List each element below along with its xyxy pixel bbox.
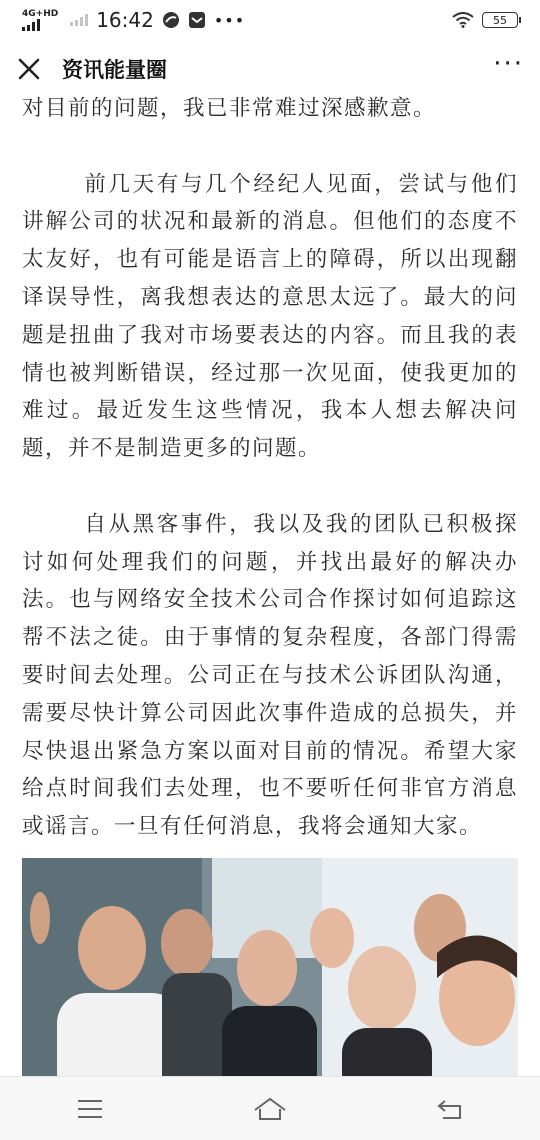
- more-options-button[interactable]: [493, 51, 524, 87]
- page-title: 资讯能量圈: [62, 58, 167, 82]
- article-photo: [22, 858, 518, 1076]
- back-button[interactable]: [420, 1087, 480, 1131]
- group-photo-image: [22, 858, 518, 1076]
- wifi-icon: [452, 12, 474, 28]
- system-nav-bar: [0, 1076, 540, 1140]
- status-time: 16:42: [96, 8, 154, 32]
- status-bar: [0, 0, 540, 40]
- more-notifications-icon: •••: [213, 11, 246, 30]
- network-indicator: [22, 10, 58, 31]
- signal-icon: [22, 19, 40, 31]
- back-icon: [435, 1097, 465, 1121]
- battery-level: 55: [493, 13, 507, 27]
- home-button[interactable]: [240, 1087, 300, 1131]
- article-paragraph: 前几天有与几个经纪人见面，尝试与他们讲解公司的状况和最新的消息。但他们的态度不太友好，也有可能是语言上的障碍，所以出现翻译误导性，离我想表达的意思太远了。最大的问题是扭曲了我对市场要表达的内容。而且我的表情也被判断错误，经过那一次见面，使我更加的难过。最近发生这些情况，我本人想去解决问题，并不是制造更多的问题。: [22, 171, 518, 462]
- network-label: 4G+HD: [22, 8, 59, 19]
- article-paragraph: 自从黑客事件，我以及我的团队已积极探讨如何处理我们的问题，并找出最好的解决办法。也与网络安全技术公司合作探讨如何追踪这帮不法之徒。由于事情的复杂程度，各部门得需要时间去处理。公司正在与技术公诉团队沟通，需要尽快计算公司因此次事件造成的总损失，并尽快退出紧急方案以面对目前的情况。希望大家给点时间我们去处理，也不要听任何非官方消息或谣言。一旦有任何消息，我将会通知大家。: [22, 511, 518, 840]
- article-scroll-area[interactable]: [0, 90, 540, 1076]
- app-notification-icon: [162, 11, 180, 29]
- close-button[interactable]: [16, 56, 42, 82]
- more-icon: ···: [493, 49, 524, 79]
- menu-button[interactable]: [60, 1087, 120, 1131]
- article-body: [0, 90, 540, 846]
- home-icon: [252, 1096, 288, 1122]
- signal-secondary-icon: [70, 14, 88, 26]
- close-icon: [16, 56, 42, 82]
- battery-icon: [482, 12, 518, 28]
- article-paragraph: 对目前的问题，我已非常难过深感歉意。: [22, 96, 437, 121]
- message-notification-icon: [188, 11, 206, 29]
- menu-icon: [76, 1098, 104, 1120]
